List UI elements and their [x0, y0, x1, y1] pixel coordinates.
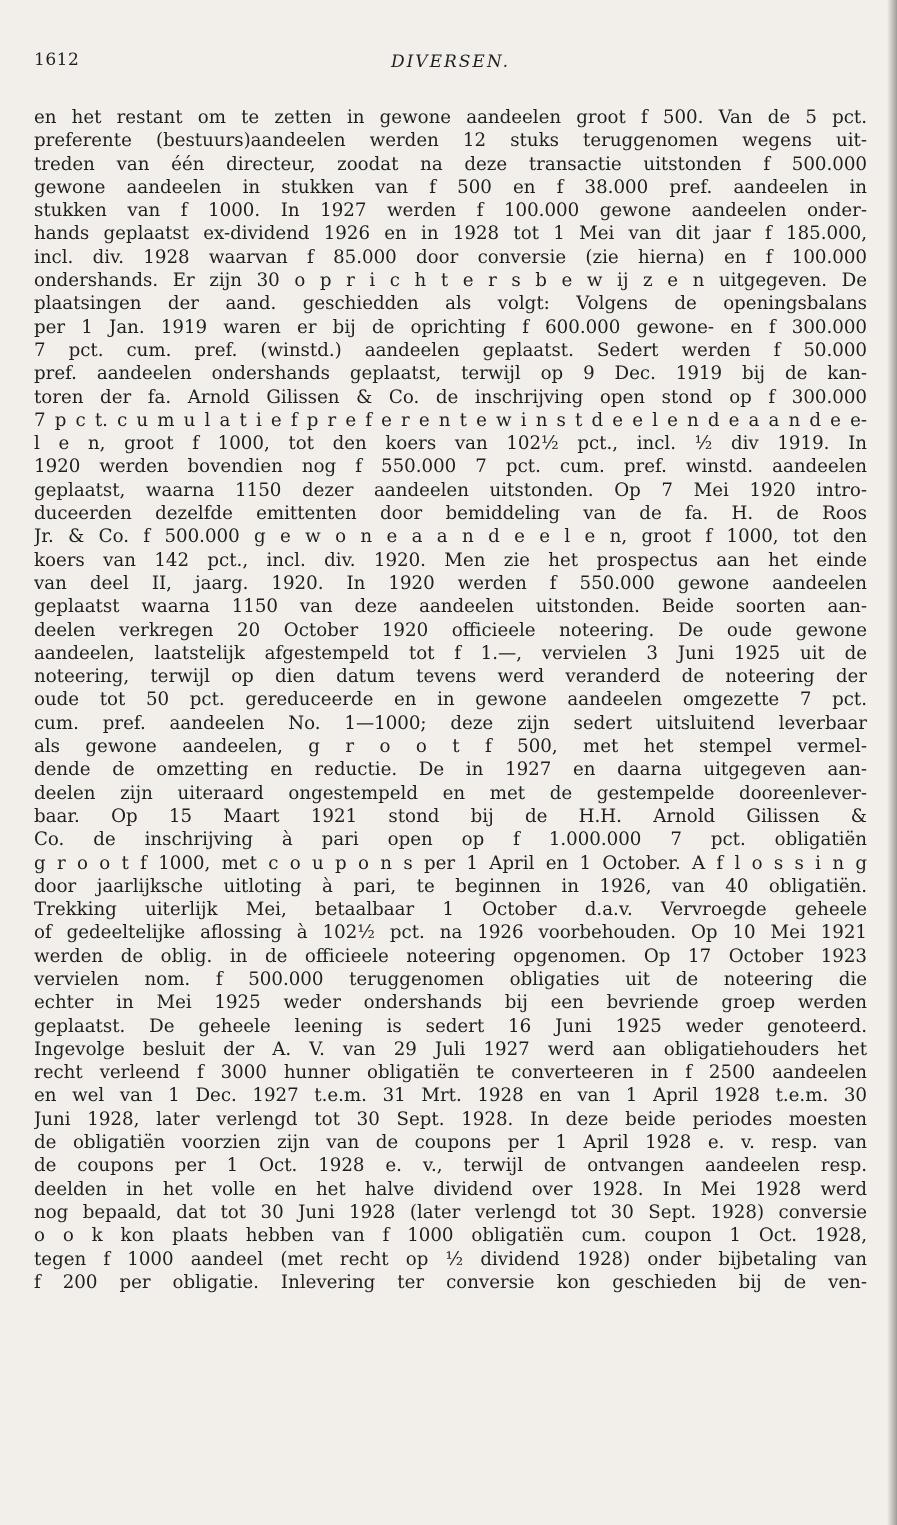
text-line: door jaarlijksche uitloting à pari, te beginnen in 1926, van 40 obligatiën. — [34, 875, 867, 897]
running-head: DIVERSEN. — [390, 52, 511, 72]
text-line: 1920 werden bovendien nog f 550.000 7 pct. cum. pref. winstd. aandeelen — [34, 456, 867, 478]
text-line: echter in Mei 1925 weder ondershands bij een bevriende groep werden — [34, 992, 867, 1014]
page-header — [34, 50, 867, 80]
text-line: f 200 per obligatie. Inlevering ter conversie kon geschieden bij de ven- — [34, 1271, 867, 1293]
text-line: preferente (bestuurs)aandeelen werden 12 stuks teruggenomen wegens uit- — [34, 130, 867, 152]
text-line: deelden in het volle en het halve dividend over 1928. In Mei 1928 werd — [34, 1178, 867, 1200]
text-line: o o k kon plaats hebben van f 1000 obligatiën cum. coupon 1 Oct. 1928, — [34, 1225, 867, 1247]
text-line: werden de oblig. in de officieele noteering opgenomen. Op 17 October 1923 — [34, 945, 867, 967]
text-line: tegen f 1000 aandeel (met recht op ½ dividend 1928) onder bijbetaling van — [34, 1248, 867, 1270]
text-line: incl. div. 1928 waarvan f 85.000 door conversie (zie hierna) en f 100.000 — [34, 246, 867, 268]
text-line: en het restant om te zetten in gewone aandeelen groot f 500. Van de 5 pct. — [34, 107, 867, 128]
text-line: de obligatiën voorzien zijn van de coupons per 1 April 1928 e. v. resp. van — [34, 1132, 867, 1154]
text-line: aandeelen, laatstelijk afgestempeld tot f 1.—, vervielen 3 Juni 1925 uit de — [34, 642, 867, 664]
text-line: deelen zijn uiteraard ongestempeld en met de gestempelde dooreenlever- — [34, 782, 867, 804]
text-line: dende de omzetting en reductie. De in 1927 en daarna uitgegeven aan- — [34, 759, 867, 781]
text-line: 7 pct. cum. pref. (winstd.) aandeelen geplaatst. Sedert werden f 50.000 — [34, 339, 867, 361]
text-line: 7 p c t. c u m u l a t i e f p r e f e r e n t e w i n s t d e e l e n d e a a n d e e- — [34, 409, 867, 431]
text-line: Trekking uiterlijk Mei, betaalbaar 1 October d.a.v. Vervroegde geheele — [34, 899, 867, 921]
text-line: per 1 Jan. 1919 waren er bij de oprichting f 600.000 gewone- en f 300.000 — [34, 316, 867, 338]
text-line: recht verleend f 3000 hunner obligatiën te converteeren in f 2500 aandeelen — [34, 1062, 867, 1084]
text-line: cum. pref. aandeelen No. 1—1000; deze zijn sedert uitsluitend leverbaar — [34, 712, 867, 734]
text-line: geplaatst. De geheele leening is sedert 16 Juni 1925 weder genoteerd. — [34, 1015, 867, 1037]
text-line: en wel van 1 Dec. 1927 t.e.m. 31 Mrt. 1928 en van 1 April 1928 t.e.m. 30 — [34, 1085, 867, 1107]
text-line: geplaatst waarna 1150 van deze aandeelen uitstonden. Beide soorten aan- — [34, 596, 867, 618]
text-line: g r o o t f 1000, met c o u p o n s per 1 April en 1 October. A f l o s s i n g — [34, 852, 867, 874]
text-line: hands geplaatst ex-dividend 1926 en in 1928 tot 1 Mei van dit jaar f 185.000, — [34, 223, 867, 245]
text-line: noteering, terwijl op dien datum tevens werd veranderd de noteering der — [34, 666, 867, 688]
text-line: als gewone aandeelen, g r o o t f 500, met het stempel vermel- — [34, 736, 867, 758]
page-edge-shadow — [887, 0, 897, 1525]
text-line: plaatsingen der aand. geschiedden als volgt: Volgens de openingsbalans — [34, 293, 867, 315]
body-text — [34, 106, 867, 1294]
text-line: toren der fa. Arnold Gilissen & Co. de inschrijving open stond op f 300.000 — [34, 386, 867, 408]
text-line: koers van 142 pct., incl. div. 1920. Men zie het prospectus aan het einde — [34, 549, 867, 571]
text-line: nog bepaald, dat tot 30 Juni 1928 (later verlengd tot 30 Sept. 1928) conversie — [34, 1201, 867, 1223]
text-line: oude tot 50 pct. gereduceerde en in gewone aandeelen omgezette 7 pct. — [34, 689, 867, 711]
text-line: geplaatst, waarna 1150 dezer aandeelen uitstonden. Op 7 Mei 1920 intro- — [34, 479, 867, 501]
text-line: vervielen nom. f 500.000 teruggenomen obligaties uit de noteering die — [34, 968, 867, 990]
text-line: Jr. & Co. f 500.000 g e w o n e a a n d e e l e n, groot f 1000, tot den — [34, 526, 867, 548]
page-number: 1612 — [34, 50, 80, 70]
text-line: ondershands. Er zijn 30 o p r i c h t e r s b e w ij z e n uitgegeven. De — [34, 270, 867, 292]
text-line: duceerden dezelfde emittenten door bemiddeling van de fa. H. de Roos — [34, 503, 867, 525]
text-line: deelen verkregen 20 October 1920 officieele noteering. De oude gewone — [34, 619, 867, 641]
text-line: baar. Op 15 Maart 1921 stond bij de H.H. Arnold Gilissen & — [34, 805, 867, 827]
text-line: Ingevolge besluit der A. V. van 29 Juli 1927 werd aan obligatiehouders het — [34, 1038, 867, 1060]
text-line: Juni 1928, later verlengd tot 30 Sept. 1928. In deze beide periodes moesten — [34, 1108, 867, 1130]
text-line: l e n, groot f 1000, tot den koers van 102½ pct., incl. ½ div 1919. In — [34, 433, 867, 455]
text-line: van deel II, jaarg. 1920. In 1920 werden f 550.000 gewone aandeelen — [34, 572, 867, 594]
text-line: gewone aandeelen in stukken van f 500 en f 38.000 pref. aandeelen in — [34, 176, 867, 198]
text-line: treden van één directeur, zoodat na deze transactie uitstonden f 500.000 — [34, 153, 867, 175]
text-line: de coupons per 1 Oct. 1928 e. v., terwijl de ontvangen aandeelen resp. — [34, 1155, 867, 1177]
text-line: pref. aandeelen ondershands geplaatst, terwijl op 9 Dec. 1919 bij de kan- — [34, 363, 867, 385]
text-line: of gedeeltelijke aflossing à 102½ pct. na 1926 voorbehouden. Op 10 Mei 1921 — [34, 922, 867, 944]
text-line: Co. de inschrijving à pari open op f 1.000.000 7 pct. obligatiën — [34, 829, 867, 851]
text-line: stukken van f 1000. In 1927 werden f 100.000 gewone aandeelen onder- — [34, 200, 867, 222]
